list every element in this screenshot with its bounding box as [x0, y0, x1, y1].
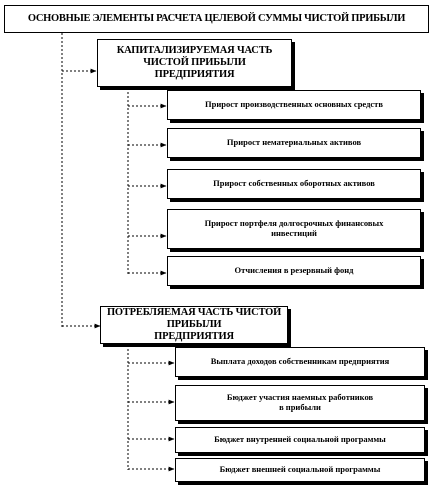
- item-production-fixed-assets: Прирост производственных основных средств: [167, 90, 421, 120]
- item-internal-social-program: Бюджет внутренней социальной программы: [175, 427, 425, 453]
- consumed-part-box: ПОТРЕБЛЯЕМАЯ ЧАСТЬ ЧИСТОЙ ПРИБЫЛИ ПРЕДПРИЯТИЯ: [100, 306, 288, 344]
- item-owner-income-payments: Выплата доходов собственникам предприятия: [175, 347, 425, 377]
- item-external-social-program: Бюджет внешней социальной программы: [175, 458, 425, 482]
- diagram-title: ОСНОВНЫЕ ЭЛЕМЕНТЫ РАСЧЕТА ЦЕЛЕВОЙ СУММЫ ЧИСТОЙ ПРИБЫЛИ: [4, 5, 429, 33]
- item-reserve-fund: Отчисления в резервный фонд: [167, 256, 421, 286]
- item-intangible-assets: Прирост нематериальных активов: [167, 128, 421, 158]
- item-long-term-investments: Прирост портфеля долгосрочных финансовых инвестиций: [167, 209, 421, 249]
- capitalized-part-box: КАПИТАЛИЗИРУЕМАЯ ЧАСТЬ ЧИСТОЙ ПРИБЫЛИ ПРЕДПРИЯТИЯ: [97, 39, 292, 87]
- item-own-current-assets: Прирост собственных оборотных активов: [167, 169, 421, 199]
- item-employee-profit-sharing: Бюджет участия наемных работников в прибыли: [175, 385, 425, 421]
